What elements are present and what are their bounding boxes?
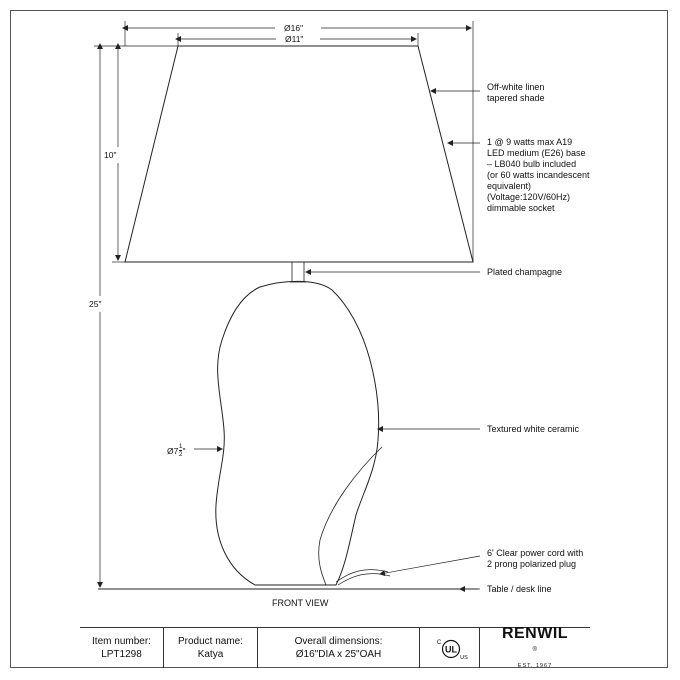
callout-bulb-line: equivalent) — [487, 181, 532, 191]
lamp-neck — [290, 262, 306, 282]
dim-base-diameter-label — [167, 443, 186, 458]
item-number-value: LPT1298 — [101, 649, 142, 660]
dim-shade-outer-label: Ø16" — [284, 23, 304, 33]
dim-base-prefix: Ø7 — [167, 445, 179, 456]
item-number-cell — [80, 628, 164, 668]
cert-c-text: C — [436, 640, 441, 646]
product-name-cell — [164, 628, 258, 668]
certification-cell — [420, 628, 480, 668]
view-title: FRONT VIEW — [272, 598, 329, 608]
leader-lines — [306, 91, 480, 589]
brand-registered: ® — [532, 647, 538, 654]
callout-cord-line: 2 prong polarized plug — [487, 559, 577, 569]
power-cord — [336, 570, 390, 585]
callout-shade-line: Off-white linen — [487, 82, 545, 92]
cert-ul-text: UL — [444, 644, 457, 655]
callout-bulb-line: dimmable socket — [487, 203, 555, 213]
dim-shade-top-label: Ø11" — [285, 34, 304, 44]
cert-us-text: US — [459, 655, 468, 661]
dim-shade-height-label: 10" — [104, 150, 117, 160]
overall-dimensions-cell — [258, 628, 420, 668]
dim-base-suffix: " — [182, 445, 186, 456]
brand-est: EST. 1967 — [517, 662, 553, 669]
product-name-label: Product name: — [177, 636, 244, 647]
callout-cord — [487, 548, 583, 570]
dim-base-den: 2 — [178, 451, 183, 458]
product-name-value: Katya — [197, 649, 224, 660]
dim-base-num: 1 — [178, 443, 183, 450]
item-number-label: Item number: — [92, 636, 151, 647]
callout-bulb-line: – LB040 bulb included — [487, 159, 577, 169]
lamp-shade — [125, 46, 473, 262]
cul-us-listed-icon — [423, 628, 477, 668]
callout-bulb-line: (Voltage:120V/60Hz) — [487, 192, 571, 202]
dim-overall-height — [94, 46, 178, 587]
overall-dimensions-label: Overall dimensions: — [294, 636, 383, 647]
brand-cell — [480, 625, 590, 669]
callout-shade-line: tapered shade — [487, 93, 545, 103]
dim-overall-height-label: 25" — [89, 299, 102, 309]
callout-cord-line: 6' Clear power cord with — [487, 548, 584, 558]
brand-name: RENWIL — [501, 625, 569, 643]
callout-finish: Plated champagne — [487, 267, 563, 277]
callout-shade — [487, 82, 545, 104]
callout-table: Table / desk line — [487, 584, 552, 594]
callout-bulb — [487, 137, 590, 214]
title-block — [80, 627, 590, 668]
callout-bulb-line: (or 60 watts incandescent — [487, 170, 590, 180]
callout-bulb-line: 1 @ 9 watts max A19 — [487, 137, 573, 147]
brand-logo — [502, 626, 568, 661]
overall-dimensions-value: Ø16"DIA x 25"OAH — [295, 649, 382, 660]
callout-bulb-line: LED medium (E26) base — [487, 148, 586, 158]
callout-body: Textured white ceramic — [487, 424, 580, 434]
lamp-body — [216, 281, 379, 585]
